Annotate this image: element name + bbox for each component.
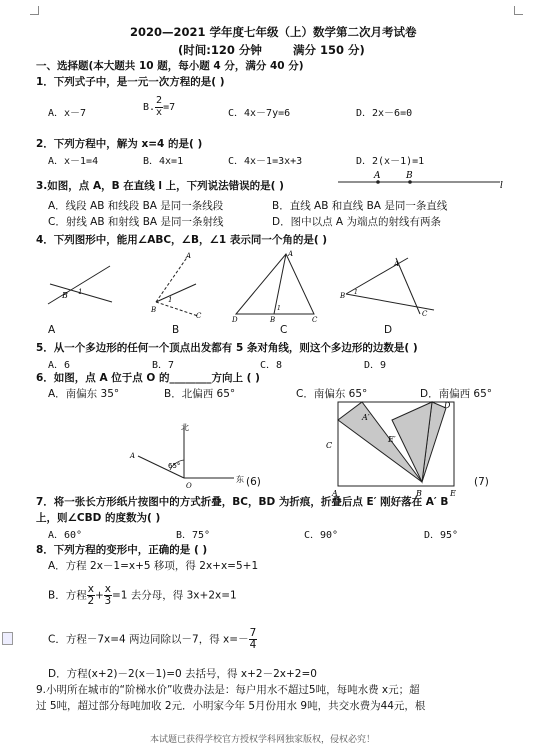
q4b-label-one: 1 [168,296,173,304]
q4b-label-c: C [196,312,202,320]
q2-stem: 2．下列方程中，解为 x=4 的是( ) [36,138,203,150]
q4c-label-d: D [232,316,238,324]
time-label: (时间:120 分钟 [178,43,262,57]
q7-label-a1: A′ [362,413,370,422]
q7-label-a: A [332,489,338,498]
q4a-label-b: B [62,291,68,300]
q1-stem: 1．下列式子中，是一元一次方程的是( ) [36,76,225,88]
q4-option-d: D [384,324,393,336]
q6-option-c: C．南偏东 65° [296,388,368,400]
q7-option-d: D．95° [424,530,459,541]
q4d-label-one: 1 [354,289,358,296]
q7-label-c: C [326,441,333,450]
q7-option-b: B．75° [176,530,211,541]
q6-stem: 6．如图，点 A 位于点 O 的________方向上 ( ) [36,372,260,384]
q3-option-d: D．图中以点 A 为端点的射线有两条 [272,216,441,228]
q8-option-d: D．方程(x+2)－2(x－1)=0 去括号，得 x+2－2x+2=0 [48,668,317,680]
q4b-label-b: B [151,306,157,314]
q6-option-d: D．南偏西 65° [420,388,493,400]
q8-option-b: B．方程 $\frac{x}{2}$ + $\frac{x}{3}$ =1 去分母，得 3x+2x=1 [48,583,237,608]
q4c-label-a: A [288,250,294,258]
section-heading: 一、选择题(本大题共 10 题，每小题 4 分，满分 40 分) [36,60,304,72]
q4-figure-b [150,248,210,320]
q5-option-c: C．8 [260,360,283,371]
q7-stem-line2: 上，则∠CBD 的度数为( ) [36,512,161,524]
q6-label-north: 北 [181,423,189,432]
q1-option-a: A．x－7 [48,108,87,119]
q6-label-o: O [186,482,192,490]
q7-fold-figure [322,398,472,498]
q7-label-d: D [444,401,451,410]
q3-stem: 3.如图，点 A，B 在直线 l 上，下列说法错误的是( ) [36,180,284,192]
q7-label-e1: E′ [388,435,396,444]
q6-option-b: B．北偏西 65° [164,388,236,400]
q8-option-a: A．方程 2x－1=x+5 移项，得 2x+x=5+1 [48,560,259,572]
crop-mark-top-left [30,6,39,15]
q8-stem: 8．下列方程的变形中，正确的是 ( ) [36,544,208,556]
q7-stem-line1: 7．将一张长方形纸片按图中的方式折叠，BC，BD 为折痕，折叠后点 E′ 刚好落在 A′ B [36,496,449,508]
q3-figure-label-l: l [500,181,503,191]
q6-label-east: 东 [236,475,244,484]
q4c-label-b: B [270,316,276,324]
q4b-label-a: A [186,252,192,260]
q4-figure-c [230,246,320,322]
q8-option-c: C．方程－7x=4 两边同除以－7，得 x=－ $\frac{7}{4}$ [48,627,257,652]
q4-option-b: B [172,324,180,336]
page-title: 2020—2021 学年度七年级（上）数学第二次月考试卷 [130,25,417,39]
q4-option-c: C [280,324,288,336]
q1-option-b: B. $\frac{2}{x}$ =7 [143,95,176,118]
q6-figure-caption: (6) [246,476,261,488]
q4-stem: 4．下列图形中，能用∠ABC，∠B，∠1 表示同一个角的是( ) [36,234,328,246]
q4c-label-one: 1 [277,305,281,312]
document-icon [2,632,13,645]
q2-option-a: A．x－1=4 [48,156,99,167]
q7-figure-caption: (7) [474,476,489,488]
q4d-label-b: B [340,292,346,300]
q7-option-c: C．90° [304,530,339,541]
q4d-label-c: C [422,310,428,318]
q5-stem: 5．从一个多边形的任何一个顶点出发都有 5 条对角线，则这个多边形的边数是( ) [36,342,418,354]
q6-label-a: A [130,452,136,460]
q4-option-a: A [48,324,56,336]
q1-option-d: D．2x－6=0 [356,108,413,119]
q2-option-b: B．4x=1 [143,156,184,167]
crop-mark-top-right [514,6,523,15]
q2-option-c: C．4x－1=3x+3 [228,156,303,167]
q4c-label-c: C [312,316,318,324]
copyright-notice: 本试题已获得学校官方授权学科网独家版权，侵权必究！ [150,735,376,745]
score-label: 满分 150 分) [293,43,365,57]
q9-line2: 过 5吨，超过部分每吨加收 2元．小明家今年 5月份用水 9吨，共交水费为44元，根 [36,700,426,712]
q2-option-d: D．2(x－1)=1 [356,156,425,167]
q3-option-b: B．直线 AB 和直线 BA 是同一条直线 [272,200,448,212]
q3-option-c: C．射线 AB 和射线 BA 是同一条射线 [48,216,224,228]
q7-label-b: B [416,489,422,498]
q4-figure-d [338,252,438,318]
q4a-label-one: 1 [78,288,83,296]
q3-figure-label-b: B [406,171,413,181]
q4d-label-a: A [394,260,400,268]
q5-option-a: A．6 [48,360,71,371]
q3-figure-line [334,168,510,192]
q6-compass-figure [126,420,266,492]
q3-option-a: A．线段 AB 和线段 BA 是同一条线段 [48,200,224,212]
q7-label-e: E [450,489,456,498]
q6-option-a: A．南偏东 35° [48,388,120,400]
q4-figure-a [44,262,116,320]
q5-option-b: B．7 [152,360,175,371]
q3-figure-label-a: A [374,171,381,181]
q5-option-d: D．9 [364,360,387,371]
q1-option-c: C．4x－7y=6 [228,108,291,119]
q6-label-angle: 65° [168,462,181,470]
q9-line1: 9.小明所在城市的“阶梯水价”收费办法是：每户用水不超过5吨，每吨水费 x元；超 [36,684,420,696]
q7-option-a: A．60° [48,530,83,541]
